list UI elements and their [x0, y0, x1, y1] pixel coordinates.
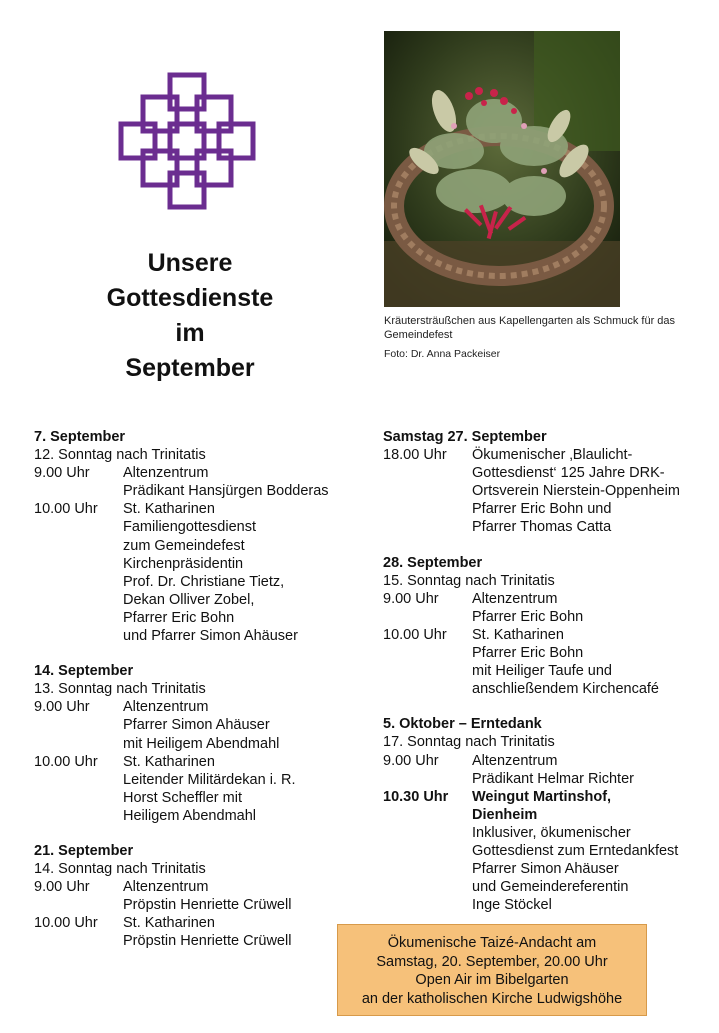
title-line: Gottesdienste: [106, 284, 274, 312]
service-time: 9.00 Uhr: [383, 752, 439, 769]
service-detail-line: Altenzentrum: [472, 752, 558, 769]
service-date: 14. September: [34, 663, 134, 680]
service-time: 10.00 Uhr: [383, 626, 447, 643]
service-day: [383, 428, 713, 537]
service-detail-line: Gottesdienst zum Erntedankfest: [472, 842, 679, 859]
taize-notice-box: [337, 924, 647, 1016]
photo-caption: Kräutersträußchen aus Kapellengarten als Schmuck für das Gemeindefest: [384, 315, 676, 341]
service-detail-line: Altenzentrum: [472, 590, 558, 607]
service-detail-line: zum Gemeindefest: [123, 537, 245, 554]
service-detail-line: Pfarrer Eric Bohn und: [472, 501, 612, 518]
service-date: 7. September: [34, 429, 126, 445]
service-details: [123, 753, 354, 825]
service-time: 10.00 Uhr: [34, 501, 98, 518]
service-entry: [34, 698, 354, 752]
service-detail-line: Pröpstin Henriette Crüwell: [123, 897, 292, 914]
liturgical-sunday: 17. Sonntag nach Trinitatis: [383, 734, 555, 751]
liturgical-sunday: 15. Sonntag nach Trinitatis: [383, 572, 555, 589]
service-details: [472, 590, 713, 626]
church-logo: [118, 72, 256, 210]
service-detail-line: Weingut Martinshof,: [472, 788, 612, 805]
title-line: September: [125, 354, 255, 382]
service-day: [383, 554, 713, 699]
service-detail-line: Pfarrer Eric Bohn: [123, 609, 235, 626]
service-detail-line: Heiligem Abendmahl: [123, 807, 256, 824]
service-detail-line: Leitender Militärdekan i. R.: [123, 771, 296, 788]
service-time: 9.00 Uhr: [34, 699, 90, 716]
service-detail-line: Prof. Dr. Christiane Tietz,: [123, 573, 285, 590]
service-detail-line: St. Katharinen: [472, 626, 564, 643]
service-detail-line: Kirchenpräsidentin: [123, 555, 244, 572]
service-detail-line: Familiengottesdienst: [123, 519, 256, 536]
notice-line: Open Air im Bibelgarten: [415, 972, 569, 988]
service-detail-line: mit Heiligem Abendmahl: [123, 735, 280, 752]
schedule-right-column: [383, 428, 713, 931]
service-detail-line: Inge Stöckel: [472, 897, 552, 914]
service-date: 5. Oktober – Erntedank: [383, 716, 542, 733]
notice-line: Ökumenische Taizé-Andacht am: [387, 935, 597, 951]
service-detail-line: St. Katharinen: [123, 915, 215, 932]
service-detail-line: Ökumenischer ‚Blaulicht-: [472, 447, 633, 464]
service-time: 9.00 Uhr: [34, 879, 90, 896]
interlaced-cross-icon: [118, 72, 256, 210]
service-entry: [383, 626, 713, 698]
service-details: [123, 464, 354, 500]
service-details: [123, 698, 354, 752]
service-detail-line: Dekan Olliver Zobel,: [123, 591, 255, 608]
service-details: [472, 446, 713, 536]
liturgical-sunday: 14. Sonntag nach Trinitatis: [34, 861, 206, 878]
title-line: im: [175, 319, 205, 347]
service-detail-line: und Gemeindereferentin: [472, 879, 629, 896]
service-detail-line: Prädikant Hansjürgen Bodderas: [123, 483, 329, 500]
service-detail-line: Prädikant Helmar Richter: [472, 770, 634, 787]
service-details: [123, 500, 354, 645]
service-time: 9.00 Uhr: [383, 590, 439, 607]
service-entry: [383, 446, 713, 536]
service-entry: [34, 500, 354, 645]
service-day: [34, 842, 354, 951]
service-day: [383, 715, 713, 914]
service-detail-line: Gottesdienst‘ 125 Jahre DRK-: [472, 465, 665, 482]
notice-line: an der katholischen Kirche Ludwigshöhe: [361, 990, 623, 1007]
page-title: [60, 246, 320, 386]
service-time: 10.30 Uhr: [383, 788, 449, 805]
service-detail-line: Dienheim: [472, 806, 538, 823]
liturgical-sunday: 12. Sonntag nach Trinitatis: [34, 447, 206, 464]
service-detail-line: anschließendem Kirchencafé: [472, 681, 659, 698]
service-detail-line: Altenzentrum: [123, 465, 209, 482]
service-detail-line: mit Heiliger Taufe und: [472, 663, 612, 680]
service-detail-line: Inklusiver, ökumenischer: [472, 824, 631, 841]
service-date: 28. September: [383, 554, 483, 571]
service-detail-line: Altenzentrum: [123, 699, 209, 716]
service-time: 10.00 Uhr: [34, 753, 98, 770]
service-detail-line: Pfarrer Eric Bohn: [472, 645, 584, 662]
service-detail-line: Pfarrer Thomas Catta: [472, 519, 612, 536]
service-details: [123, 914, 354, 950]
service-day: [34, 662, 354, 825]
service-detail-line: Pfarrer Simon Ahäuser: [472, 861, 619, 878]
service-detail-line: Pfarrer Simon Ahäuser: [123, 717, 270, 734]
service-detail-line: Horst Scheffler mit: [123, 789, 242, 806]
service-detail-line: St. Katharinen: [123, 753, 215, 770]
schedule-left-column: [34, 428, 354, 968]
photo-credit: Foto: Dr. Anna Packeiser: [384, 348, 501, 360]
service-details: [472, 626, 713, 698]
service-detail-line: Altenzentrum: [123, 879, 209, 896]
service-details: [472, 752, 713, 788]
liturgical-sunday: 13. Sonntag nach Trinitatis: [34, 681, 206, 698]
herb-wreath-photo: [384, 31, 620, 307]
service-time: 18.00 Uhr: [383, 447, 447, 464]
service-day: [34, 428, 354, 645]
service-entry: [34, 914, 354, 950]
service-detail-line: und Pfarrer Simon Ahäuser: [123, 628, 298, 645]
service-details: [472, 788, 713, 915]
service-entry: [383, 590, 713, 626]
service-entry: [383, 788, 713, 915]
service-entry: [34, 464, 354, 500]
service-detail-line: St. Katharinen: [123, 501, 215, 518]
service-detail-line: Ortsverein Nierstein-Oppenheim: [472, 483, 680, 500]
service-detail-line: Pfarrer Eric Bohn: [472, 608, 584, 625]
service-date: Samstag 27. September: [383, 429, 547, 445]
service-time: 9.00 Uhr: [34, 465, 90, 482]
service-details: [123, 878, 354, 914]
service-time: 10.00 Uhr: [34, 915, 98, 932]
service-entry: [383, 752, 713, 788]
service-detail-line: Pröpstin Henriette Crüwell: [123, 933, 292, 950]
title-line: Unsere: [147, 249, 233, 277]
notice-line: Samstag, 20. September, 20.00 Uhr: [376, 953, 608, 970]
service-date: 21. September: [34, 842, 134, 859]
service-entry: [34, 753, 354, 825]
service-entry: [34, 878, 354, 914]
